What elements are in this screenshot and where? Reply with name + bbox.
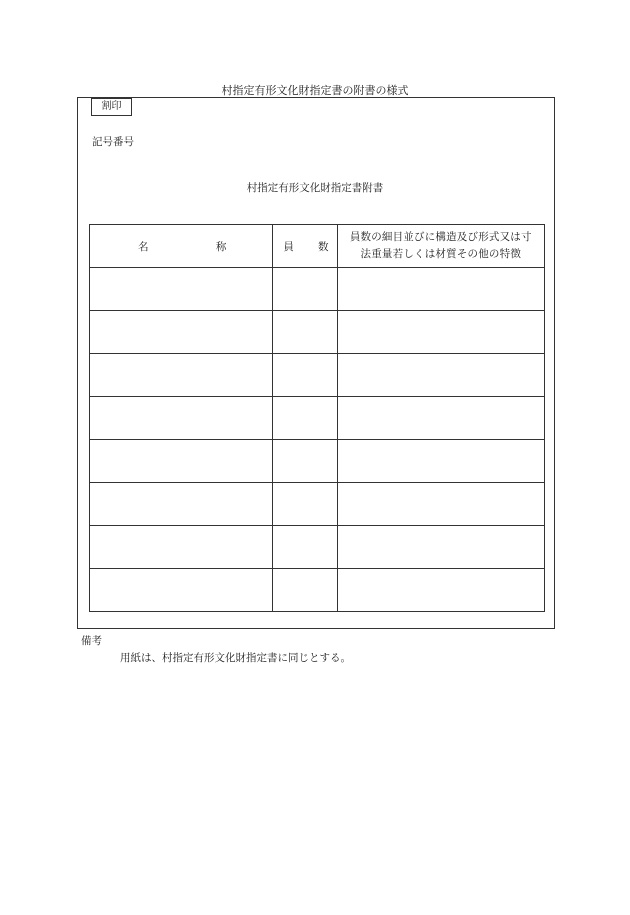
- table-row: [90, 354, 545, 397]
- cell-count: [273, 268, 337, 311]
- cell-name: [90, 354, 273, 397]
- header-count-char-2: 数: [318, 240, 329, 253]
- header-count-char-1: 員: [283, 240, 294, 253]
- cell-count: [273, 397, 337, 440]
- items-table: [89, 224, 545, 612]
- header-name-char-2: 称: [215, 240, 227, 253]
- cell-detail: [337, 311, 544, 354]
- cell-name: [90, 569, 273, 612]
- header-detail-line-2: 法重量若しくは材質その他の特徴: [360, 248, 522, 260]
- table-header-row: [90, 225, 545, 268]
- remarks-text: 用紙は、村指定有形文化財指定書に同じとする。: [120, 652, 351, 664]
- table-row: [90, 440, 545, 483]
- table-row: [90, 268, 545, 311]
- cell-detail: [337, 526, 544, 569]
- cell-name: [90, 311, 273, 354]
- cell-detail: [337, 354, 544, 397]
- cell-detail: [337, 268, 544, 311]
- cell-count: [273, 483, 337, 526]
- cell-name: [90, 526, 273, 569]
- header-detail-line-1: 員数の細目並びに構造及び形式又は寸: [349, 231, 532, 243]
- cell-detail: [337, 397, 544, 440]
- cell-name: [90, 397, 273, 440]
- header-count: [273, 225, 337, 268]
- seal-box: 割印: [91, 98, 132, 116]
- cell-name: [90, 483, 273, 526]
- table-row: [90, 526, 545, 569]
- table-row: [90, 397, 545, 440]
- table-row: [90, 483, 545, 526]
- cell-count: [273, 311, 337, 354]
- cell-detail: [337, 483, 544, 526]
- cell-count: [273, 440, 337, 483]
- form-title: 村指定有形文化財指定書附書: [246, 182, 384, 194]
- header-name-char-1: 名: [138, 240, 149, 253]
- remarks-label: 備考: [81, 635, 102, 647]
- registration-number-label: 記号番号: [92, 136, 134, 148]
- cell-count: [273, 354, 337, 397]
- cell-name: [90, 440, 273, 483]
- cell-detail: [337, 569, 544, 612]
- table-row: [90, 569, 545, 612]
- document-title: 村指定有形文化財指定書の附書の様式: [221, 84, 409, 97]
- cell-detail: [337, 440, 544, 483]
- header-detail: [337, 225, 544, 268]
- table-row: [90, 311, 545, 354]
- cell-name: [90, 268, 273, 311]
- header-name: [90, 225, 273, 268]
- cell-count: [273, 569, 337, 612]
- cell-count: [273, 526, 337, 569]
